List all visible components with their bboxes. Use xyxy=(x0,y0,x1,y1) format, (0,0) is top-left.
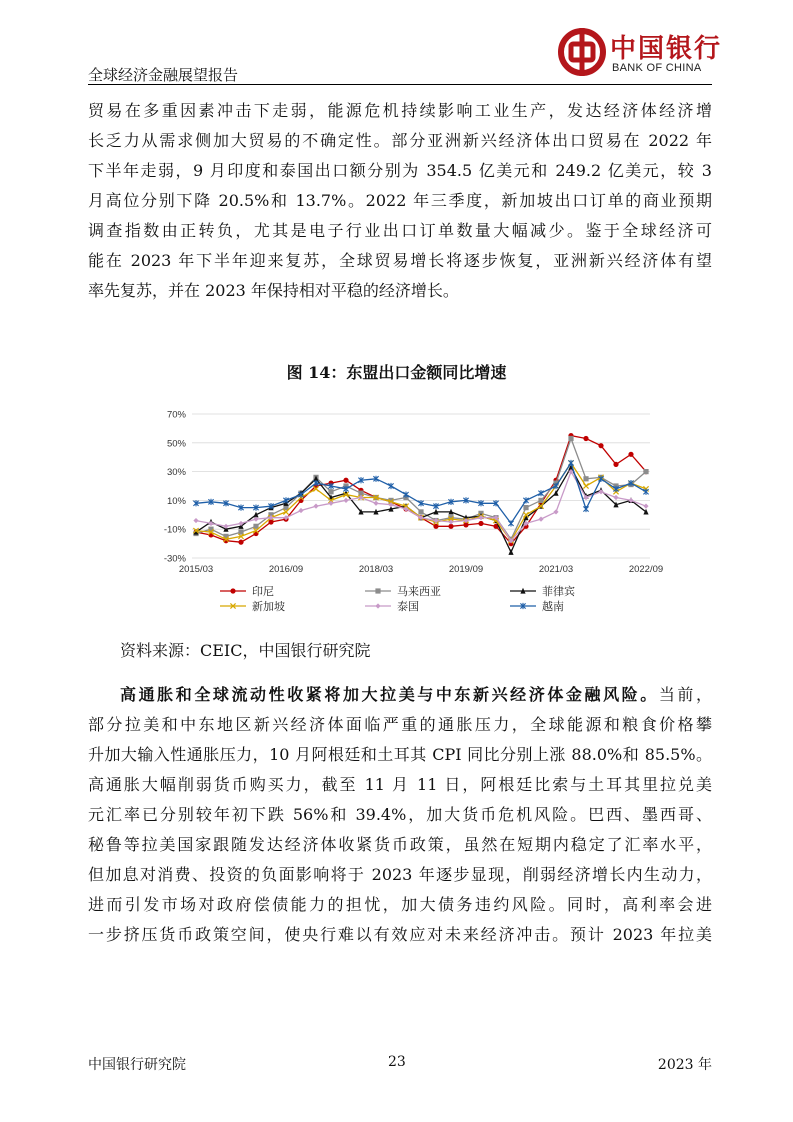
data-point xyxy=(418,509,423,514)
bank-logo-name: 中国银行 xyxy=(610,34,723,64)
data-point xyxy=(403,492,408,498)
data-point xyxy=(583,483,588,488)
text-line: 一步挤压货币政策空间，使央行难以有效应对未来经济冲击。预计 2023 年拉美 xyxy=(88,925,712,944)
data-point xyxy=(553,509,558,514)
data-point xyxy=(388,483,393,489)
data-point xyxy=(373,501,378,506)
data-point xyxy=(313,504,318,509)
paragraph-trade xyxy=(88,96,712,306)
figure-title: 图 14：东盟出口金额同比增速 xyxy=(286,363,507,382)
text-line: 调查指数由正转负，尤其是电子行业出口订单数量大幅减少。鉴于全球经济可 xyxy=(88,221,712,240)
data-point xyxy=(328,489,333,494)
y-tick-label: 50% xyxy=(166,438,186,450)
y-tick-label: -10% xyxy=(163,524,186,536)
bank-logo-icon xyxy=(558,26,606,78)
text-line: 升加大输入性通胀压力，10 月阿根廷和土耳其 CPI 同比分别上涨 88.0%和 85.5%。 xyxy=(88,745,712,764)
data-point xyxy=(523,505,528,510)
bank-logo-english: BANK OF CHINA xyxy=(612,62,702,74)
text-line: 但加息对消费、投资的负面影响将于 2023 年逐步显现，削弱经济增长内生动力， xyxy=(88,865,712,884)
data-point xyxy=(508,520,513,526)
text-line-lead xyxy=(88,680,712,710)
asean-export-chart xyxy=(150,398,670,628)
data-point xyxy=(568,436,573,441)
figure-source: 资料来源：CEIC，中国银行研究院 xyxy=(120,641,371,660)
text-line: 率先复苏，并在 2023 年保持相对平稳的经济增长。 xyxy=(88,281,459,300)
legend-marker xyxy=(375,603,380,608)
data-point xyxy=(613,495,618,500)
data-point xyxy=(583,476,588,481)
y-tick-label: -30% xyxy=(163,553,186,565)
data-point xyxy=(598,443,603,448)
text-line: 月高位分别下降 20.5%和 13.7%。2022 年三季度，新加坡出口订单的商业预期 xyxy=(88,191,712,210)
data-point xyxy=(193,518,198,523)
lead-rest: 当前， xyxy=(658,685,712,704)
data-point xyxy=(643,504,648,509)
data-point xyxy=(538,517,543,522)
text-line: 部分拉美和中东地区新兴经济体面临严重的通胀压力，全球能源和粮食价格攀 xyxy=(88,715,712,734)
legend-label: 泰国 xyxy=(397,601,419,613)
paragraph-latam xyxy=(88,680,712,950)
legend-label: 新加坡 xyxy=(252,601,285,613)
legend-label: 印尼 xyxy=(252,586,274,598)
data-point xyxy=(298,508,303,513)
data-point xyxy=(538,498,543,503)
data-point xyxy=(508,549,513,555)
text-line: 下半年走弱，9 月印度和泰国出口额分别为 354.5 亿美元和 249.2 亿美元，较 3 xyxy=(88,161,712,180)
x-tick-label: 2018/03 xyxy=(358,564,394,575)
data-point xyxy=(478,521,483,526)
data-point xyxy=(643,509,648,515)
footer-left: 中国银行研究院 xyxy=(88,1057,186,1073)
footer-page-number: 23 xyxy=(388,1054,406,1070)
x-tick-label: 2021/03 xyxy=(538,564,574,575)
legend-label: 马来西亚 xyxy=(397,586,441,598)
x-tick-label: 2022/09 xyxy=(628,564,664,575)
text-line: 长乏力从需求侧加大贸易的不确定性。部分亚洲新兴经济体出口贸易在 2022 年 xyxy=(88,131,712,150)
data-point xyxy=(643,469,648,474)
data-point xyxy=(583,436,588,441)
page-header-title: 全球经济金融展望报告 xyxy=(88,66,239,84)
x-tick-label: 2016/09 xyxy=(268,564,304,575)
text-line: 元汇率已分别较年初下跌 56%和 39.4%，加大货币危机风险。巴西、墨西哥、 xyxy=(88,805,712,824)
data-point xyxy=(343,478,348,483)
text-line: 秘鲁等拉美国家跟随发达经济体收紧货币政策，虽然在短期内稳定了汇率水平， xyxy=(88,835,712,854)
y-tick-label: 10% xyxy=(166,495,186,507)
text-line: 贸易在多重因素冲击下走弱，能源危机持续影响工业生产，发达经济体经济增 xyxy=(88,101,712,120)
footer-right: 2023 年 xyxy=(657,1057,712,1073)
data-point xyxy=(568,460,573,466)
text-line: 能在 2023 年下半年迎来复苏，全球贸易增长将逐步恢复，亚洲新兴经济体有望 xyxy=(88,251,712,270)
bank-logo xyxy=(556,26,723,82)
legend-marker xyxy=(230,588,235,593)
series-line-0 xyxy=(196,436,646,544)
x-tick-label: 2019/09 xyxy=(448,564,484,575)
legend-label: 菲律宾 xyxy=(542,586,575,598)
data-point xyxy=(583,506,588,512)
data-point xyxy=(643,489,648,495)
y-tick-label: 30% xyxy=(166,467,186,479)
data-point xyxy=(538,490,543,496)
text-line: 进而引发市场对政府偿债能力的担忧，加大债务违约风险。同时，高利率会进 xyxy=(88,895,712,914)
legend-marker xyxy=(375,588,380,593)
data-point xyxy=(208,521,213,526)
x-tick-label: 2015/03 xyxy=(178,564,214,575)
header-rule xyxy=(88,84,712,85)
data-point xyxy=(238,540,243,545)
data-point xyxy=(343,498,348,503)
legend-label: 越南 xyxy=(542,601,564,613)
data-point xyxy=(598,489,603,494)
lead-sentence: 高通胀和全球流动性收紧将加大拉美与中东新兴经济体金融风险。 xyxy=(120,685,659,704)
text-line: 高通胀大幅削弱货币购买力，截至 11 月 11 日，阿根廷比索与土耳其里拉兑美 xyxy=(88,775,712,794)
data-point xyxy=(613,462,618,467)
data-point xyxy=(628,452,633,457)
y-tick-label: 70% xyxy=(166,409,186,421)
